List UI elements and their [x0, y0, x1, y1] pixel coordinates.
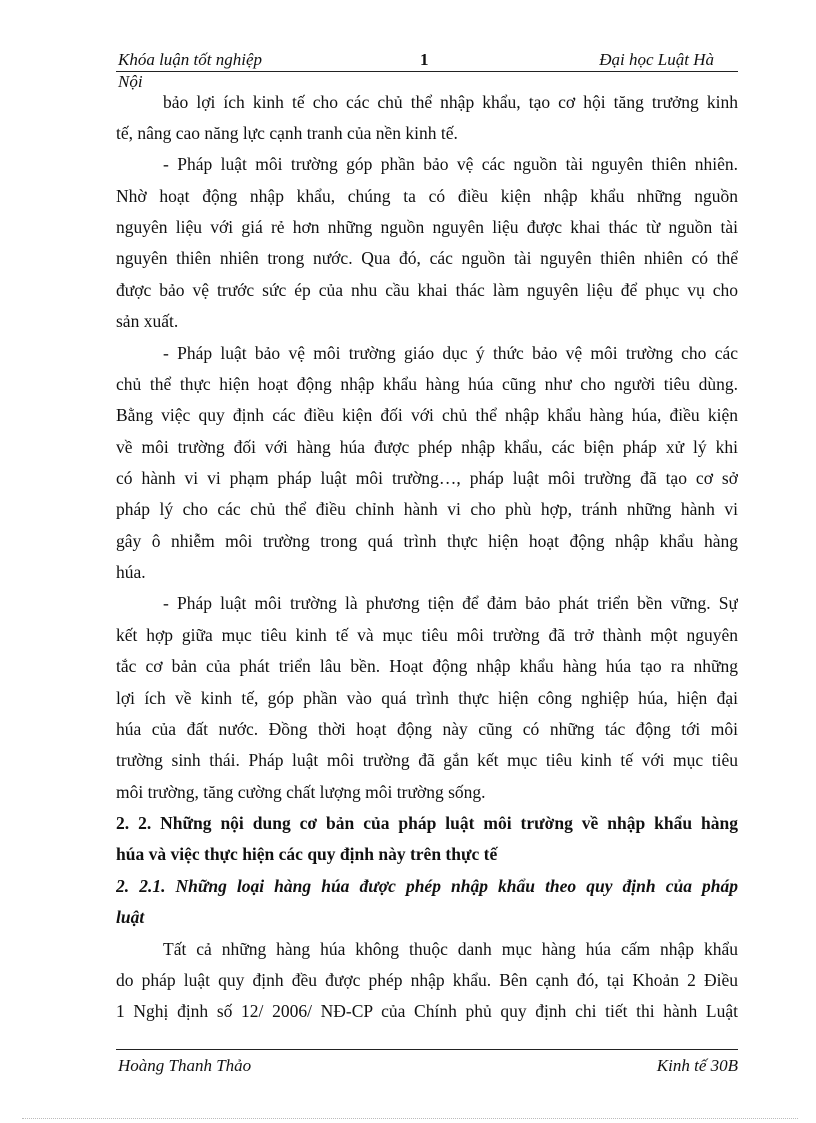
body-line: tắc cơ bản của phát triển lâu bền. Hoạt động nhập khẩu hàng húa tạo ra những — [116, 656, 738, 676]
body-line: húa. — [116, 562, 146, 582]
body-line: - Pháp luật bảo vệ môi trường giáo dục ý thức bảo vệ môi trường cho các — [163, 343, 738, 363]
body-line: được bảo vệ trước sức ép của nhu cầu khai thác làm nguyên liệu để phục vụ cho — [116, 280, 738, 300]
header-left-text: Khóa luận tốt nghiệp — [118, 50, 263, 69]
body-line: - Pháp luật môi trường góp phần bảo vệ các nguồn tài nguyên thiên nhiên. — [163, 154, 738, 174]
page-header — [116, 50, 738, 72]
body-line: Nhờ hoạt động nhập khẩu, chúng ta có điều kiện nhập khẩu những nguồn — [116, 186, 738, 206]
body-line: - Pháp luật môi trường là phương tiện để đảm bảo phát triển bền vững. Sự — [163, 593, 738, 613]
section-heading-cont: húa và việc thực hiện các quy định này trên thực tế — [116, 844, 498, 864]
body-line: húa của đất nước. Đồng thời hoạt động này cũng có những tác động tới môi — [116, 719, 738, 739]
section-heading: 2. 2. Những nội dung cơ bản của pháp luật môi trường về nhập khẩu hàng — [116, 813, 738, 833]
body-line: Bằng việc quy định các điều kiện đối với chủ thể nhập khẩu hàng húa, điều kiện — [116, 405, 738, 425]
body-line: nguyên thiên nhiên trong nước. Qua đó, các nguồn tài nguyên thiên nhiên có thể — [116, 248, 738, 268]
body-line: pháp lý cho các chủ thể điều chỉnh hành vi cho phù hợp, tránh những hành vi — [116, 499, 738, 519]
header-right-text: Đại học Luật Hà — [599, 50, 714, 69]
body-line: có hành vi vi phạm pháp luật môi trường…, pháp luật môi trường đã tạo cơ sở — [116, 468, 738, 488]
body-line: chủ thể thực hiện hoạt động nhập khẩu hàng húa cũng như cho người tiêu dùng. — [116, 374, 738, 394]
body-line: kết hợp giữa mục tiêu kinh tế và mục tiêu môi trường đã trở thành một nguyên — [116, 625, 738, 645]
body-line: nguyên liệu với giá rẻ hơn những nguồn nguyên liệu được khai thác từ nguồn tài — [116, 217, 738, 237]
subsection-heading: 2. 2.1. Những loại hàng húa được phép nhập khẩu theo quy định của pháp — [116, 876, 738, 896]
body-line: lợi ích về kinh tế, góp phần vào quá trình thực hiện công nghiệp húa, hiện đại — [116, 688, 738, 708]
body-line: sản xuất. — [116, 311, 179, 331]
body-line: bảo lợi ích kinh tế cho các chủ thể nhập khẩu, tạo cơ hội tăng trưởng kinh — [163, 92, 738, 112]
footer-author: Hoàng Thanh Thảo — [118, 1056, 252, 1075]
body-line: tế, nâng cao năng lực cạnh tranh của nền kinh tế. — [116, 123, 458, 143]
body-line: về môi trường đối với hàng húa được phép nhập khẩu, các biện pháp xử lý khi — [116, 437, 738, 457]
page-number: 1 — [420, 50, 429, 69]
subsection-heading-cont: luật — [116, 907, 145, 927]
body-line: do pháp luật quy định đều được phép nhập khẩu. Bên cạnh đó, tại Khoản 2 Điều — [116, 970, 738, 990]
body-line: gây ô nhiễm môi trường trong quá trình thực hiện hoạt động nhập khẩu hàng — [116, 531, 738, 551]
footer-class: Kinh tế 30B — [656, 1056, 738, 1075]
page-footer — [116, 1049, 738, 1075]
body-line: môi trường, tăng cường chất lượng môi trường sống. — [116, 782, 486, 802]
page-edge-divider — [22, 1118, 798, 1119]
header-right-continuation: Nội — [118, 72, 143, 91]
body-line: Tất cả những hàng húa không thuộc danh mục hàng húa cấm nhập khẩu — [163, 939, 738, 959]
body-line: trường sinh thái. Pháp luật môi trường đã gắn kết mục tiêu kinh tế với mục tiêu — [116, 750, 738, 770]
body-line: 1 Nghị định số 12/ 2006/ NĐ-CP của Chính phủ quy định chi tiết thi hành Luật — [116, 1001, 738, 1021]
